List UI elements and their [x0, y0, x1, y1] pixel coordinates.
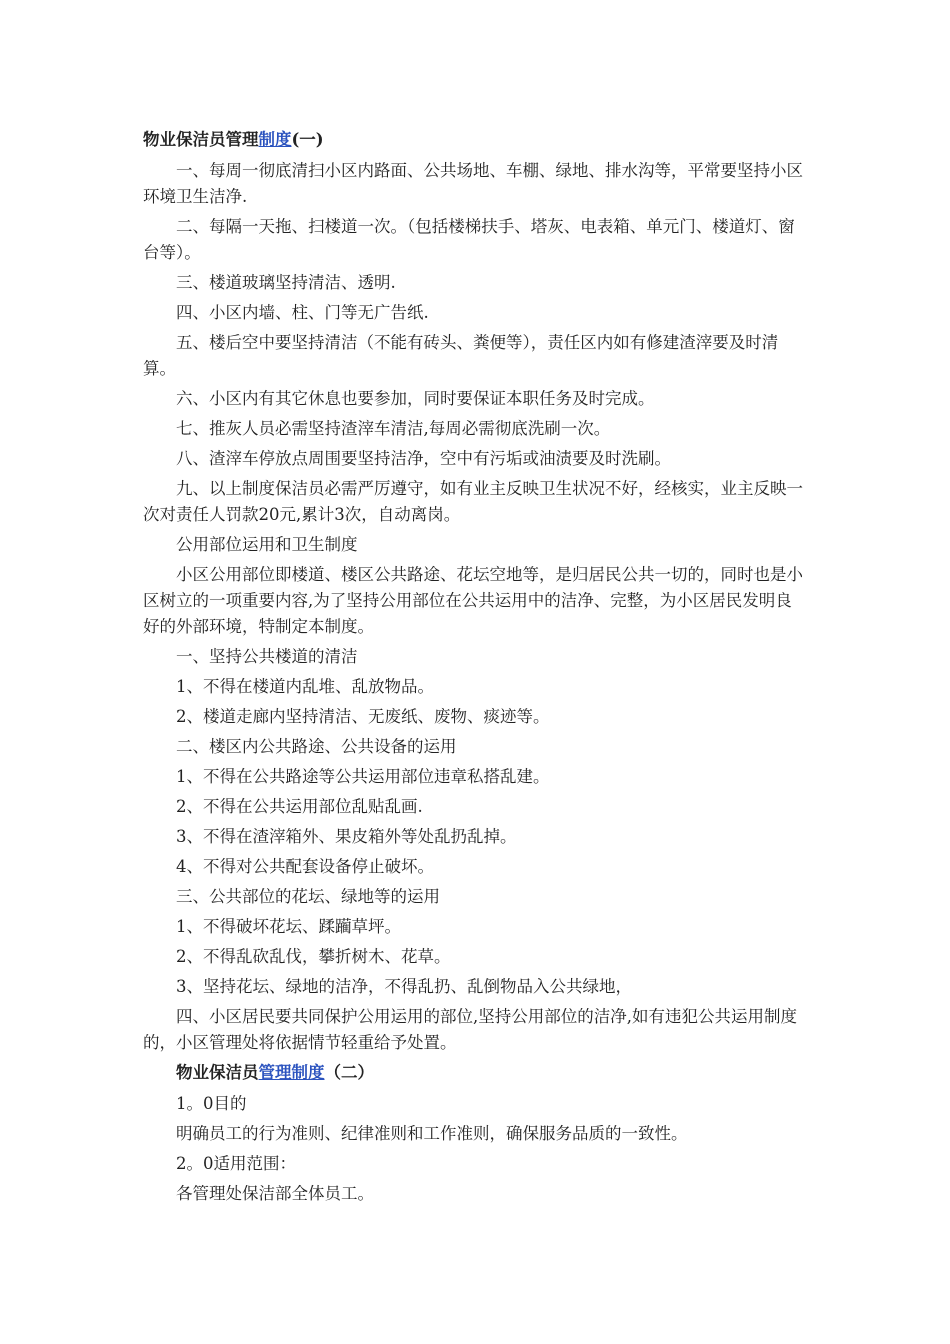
paragraph: 三、公共部位的花坛、绿地等的运用: [176, 887, 440, 906]
paragraph: 2。0适用范围：: [176, 1154, 296, 1173]
section-title-2: 物业保洁员管理制度（二）: [176, 1063, 374, 1082]
paragraph: 各管理处保洁部全体员工。: [176, 1184, 374, 1203]
paragraph: 一、每周一彻底清扫小区内路面、公共场地、车棚、绿地、排水沟等，平常要坚持小区环境卫生洁净.: [143, 161, 803, 206]
paragraph: 1、不得在楼道内乱堆、乱放物品。: [176, 677, 434, 696]
paragraph: 八、渣滓车停放点周围要坚持洁净，空中有污垢或油渍要及时洗刷。: [176, 449, 671, 468]
paragraph: 九、以上制度保洁员必需严厉遵守，如有业主反映卫生状况不好，经核实，业主反映一次对责任人罚款20元,累计3次，自动离岗。: [143, 479, 803, 524]
paragraph: 六、小区内有其它休息也要参加，同时要保证本职任务及时完成。: [176, 389, 655, 408]
paragraph: 2、不得在公共运用部位乱贴乱画.: [176, 797, 423, 816]
paragraph: 二、每隔一天拖、扫楼道一次。（包括楼梯扶手、塔灰、电表箱、单元门、楼道灯、窗台等）。: [143, 217, 795, 262]
paragraph: 3、不得在渣滓箱外、果皮箱外等处乱扔乱掉。: [176, 827, 517, 846]
paragraph: 七、推灰人员必需坚持渣滓车清洁,每周必需彻底洗刷一次。: [176, 419, 611, 438]
paragraph: 明确员工的行为准则、纪律准则和工作准则，确保服务品质的一致性。: [176, 1124, 688, 1143]
subsection-heading: 公用部位运用和卫生制度: [176, 535, 358, 554]
paragraph: 小区公用部位即楼道、楼区公共路途、花坛空地等，是归居民公共一切的，同时也是小区树立的一项重要内容,为了坚持公用部位在公共运用中的洁净、完整，为小区居民发明良好的外部环境，特制定本制度。: [143, 565, 803, 636]
section-title-1: 物业保洁员管理制度(一): [143, 130, 324, 149]
paragraph: 三、楼道玻璃坚持清洁、透明.: [176, 273, 396, 292]
paragraph: 2、楼道走廊内坚持清洁、无废纸、废物、痰迹等。: [176, 707, 550, 726]
title-link[interactable]: 制度: [258, 130, 292, 149]
paragraph: 3、坚持花坛、绿地的洁净，不得乱扔、乱倒物品入公共绿地，: [176, 977, 632, 996]
paragraph: 2、不得乱砍乱伐，攀折树木、花草。: [176, 947, 451, 966]
title-link[interactable]: 管理制度: [258, 1063, 325, 1082]
paragraph: 二、楼区内公共路途、公共设备的运用: [176, 737, 457, 756]
document-body: [143, 127, 808, 1211]
paragraph: 1、不得在公共路途等公共运用部位违章私搭乱建。: [176, 767, 550, 786]
paragraph: 1。0目的: [176, 1094, 247, 1113]
paragraph: 1、不得破坏花坛、蹂躏草坪。: [176, 917, 401, 936]
paragraph: 五、楼后空中要坚持清洁（不能有砖头、粪便等），责任区内如有修建渣滓要及时清算。: [143, 333, 779, 378]
paragraph: 4、不得对公共配套设备停止破坏。: [176, 857, 434, 876]
paragraph: 四、小区内墙、柱、门等无广告纸.: [176, 303, 429, 322]
paragraph: 一、坚持公共楼道的清洁: [176, 647, 358, 666]
paragraph: 四、小区居民要共同保护公用运用的部位,坚持公用部位的洁净,如有违犯公共运用制度的，小区管理处将依据情节轻重给予处置。: [143, 1007, 797, 1052]
